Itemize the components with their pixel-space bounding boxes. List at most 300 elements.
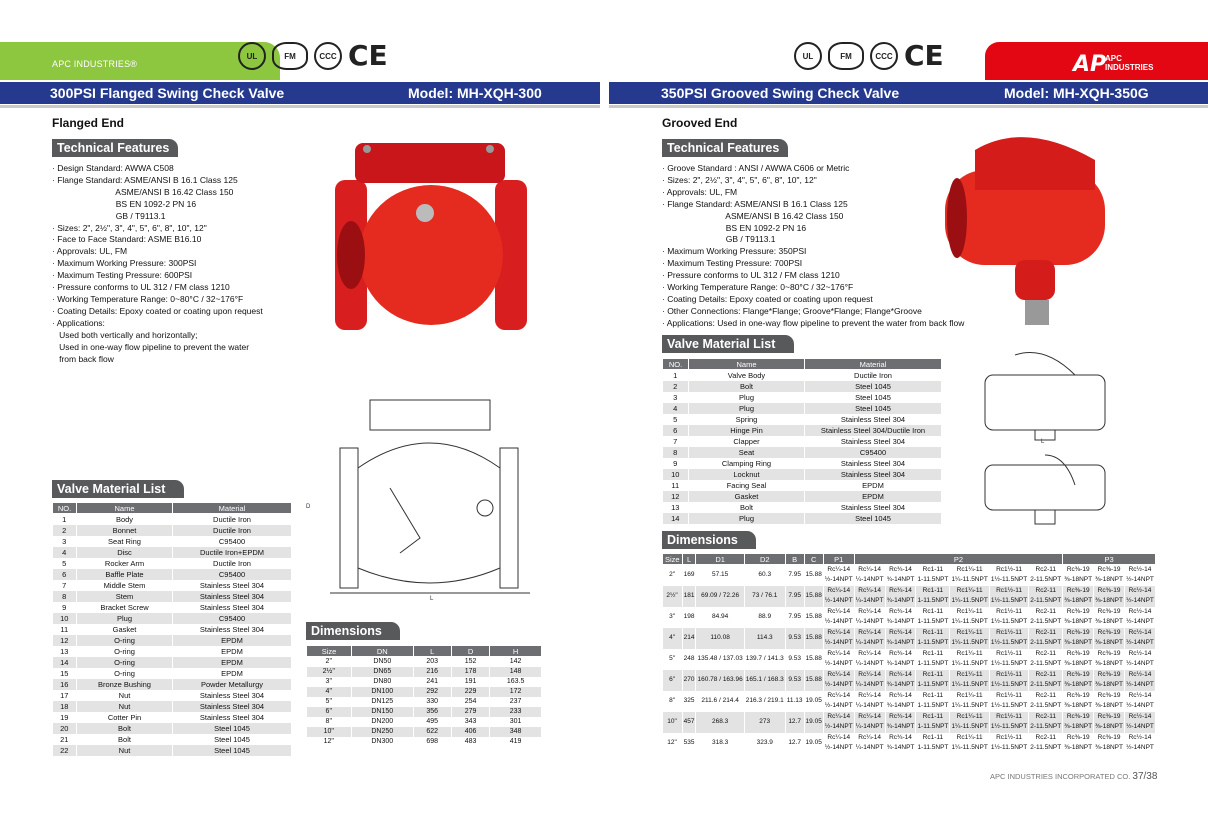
thread-cell: Rc¼-14 ½-14NPT <box>823 565 854 586</box>
table-cell: Stainless Steel 304 <box>173 591 292 602</box>
table-cell: C95400 <box>173 569 292 580</box>
table-cell: 7.95 <box>785 607 804 628</box>
table-cell: 12" <box>307 737 352 747</box>
table-cell: Steel 1045 <box>173 723 292 734</box>
table-cell: EPDM <box>805 480 942 491</box>
table-cell: Cotter Pin <box>77 712 173 723</box>
table-cell: 254 <box>451 697 489 707</box>
table-row <box>663 649 1156 670</box>
table-cell: 330 <box>413 697 451 707</box>
thread-cell: Rc2-11 2-11.5NPT <box>1029 733 1063 754</box>
table-row <box>663 513 942 524</box>
table-cell: Hinge Pin <box>689 425 805 436</box>
table-cell: 7.95 <box>785 565 804 586</box>
right-product-title: 350PSI Grooved Swing Check Valve <box>661 85 900 101</box>
table-cell: 22 <box>53 745 77 756</box>
left-title-bar <box>0 82 600 104</box>
thread-cell: Rc1¼-11 1¼-11.5NPT <box>950 607 989 628</box>
table-cell: 19.05 <box>804 712 823 733</box>
svg-text:D: D <box>306 504 311 510</box>
table-cell: 11.13 <box>785 691 804 712</box>
table-cell: 6" <box>307 707 352 717</box>
table-cell: 88.9 <box>744 607 785 628</box>
table-cell: Nut <box>77 701 173 712</box>
table-cell: 19.05 <box>804 691 823 712</box>
table-cell: DN150 <box>352 707 414 717</box>
table-cell: 3" <box>663 607 683 628</box>
table-cell: 15 <box>53 668 77 679</box>
table-row <box>53 613 292 624</box>
table-cell: 4 <box>53 547 77 558</box>
table-cell: 9.53 <box>785 670 804 691</box>
table-row <box>307 687 542 697</box>
table-cell: 535 <box>682 733 696 754</box>
table-cell: 15.88 <box>804 628 823 649</box>
table-row <box>663 565 1156 586</box>
table-cell: 1 <box>663 370 689 381</box>
table-cell: 110.08 <box>696 628 744 649</box>
thread-cell: Rc⅜-19 ⅜-18NPT <box>1063 649 1094 670</box>
table-cell: 2" <box>307 657 352 668</box>
thread-cell: Rc2-11 2-11.5NPT <box>1029 649 1063 670</box>
table-cell: Bonnet <box>77 525 173 536</box>
table-cell: Baffle Plate <box>77 569 173 580</box>
thread-cell: Rc1½-11 1½-11.5NPT <box>989 691 1028 712</box>
thread-cell: Rc1-11 1-11.5NPT <box>916 607 950 628</box>
table-row <box>53 701 292 712</box>
table-cell: 8" <box>307 717 352 727</box>
thread-cell: Rc1¼-11 1¼-11.5NPT <box>950 691 989 712</box>
table-cell: Ductile Iron <box>173 525 292 536</box>
thread-cell: Rc½-14 ½-14NPT <box>1124 712 1155 733</box>
thread-cell: Rc¼-14 ¼-14NPT <box>854 628 885 649</box>
thread-cell: Rc1-11 1-11.5NPT <box>916 670 950 691</box>
table-row <box>663 712 1156 733</box>
table-cell: 12.7 <box>785 733 804 754</box>
table-cell: 457 <box>682 712 696 733</box>
thread-cell: Rc¾-14 ¾-14NPT <box>885 607 916 628</box>
table-cell: Ductile Iron <box>805 370 942 381</box>
table-cell: 216 <box>413 667 451 677</box>
ce-mark-icon: CE <box>348 39 388 72</box>
table-cell: 268.3 <box>696 712 744 733</box>
table-cell: 16 <box>53 679 77 690</box>
grooved-valve-photo <box>945 130 1110 330</box>
svg-text:L: L <box>430 596 434 602</box>
table-cell: Plug <box>689 513 805 524</box>
table-cell: 15.88 <box>804 607 823 628</box>
right-features-list: · Groove Standard : ANSI / AWWA C606 or Metric · Sizes: 2", 2½", 3", 4", 5", 6", 8", 10", 12" · Approvals: UL, FM · Flange Standard: ASME/ANSI B 16.1 Class 125 ASME/ANSI B 16.42 Class 150 BS EN 1092-2 PN 16 GB / T9113.1 · Maximum Working Pressure: 350PSI · Maximum Testing Pressure: 700PSI · Pressure conforms to UL 312 / FM class 1210 · Working Temperature Range: 0~80°C / 32~176°F · Coating Details: Epoxy coated or coating upon request · Other Connections: Flange*Flange; Groove*Flange; Flange*Groove · Applications: Used in one-way flow pipeline to prevent the water from back flow <box>662 163 965 328</box>
table-cell: 139.7 / 141.3 <box>744 649 785 670</box>
table-row <box>53 536 292 547</box>
table-row <box>307 707 542 717</box>
thread-cell: Rc1¼-11 1¼-11.5NPT <box>950 565 989 586</box>
thread-cell: Rc¼-14 ¼-14NPT <box>854 670 885 691</box>
table-cell: 12 <box>53 635 77 646</box>
table-cell: Bolt <box>77 734 173 745</box>
table-cell: Stainless Steel 304 <box>805 502 942 513</box>
thread-cell: Rc2-11 2-11.5NPT <box>1029 586 1063 607</box>
table-cell: 178 <box>451 667 489 677</box>
table-cell: 3 <box>53 536 77 547</box>
table-cell: Stainless Steel 304 <box>173 690 292 701</box>
grooved-valve-drawing <box>955 345 1130 545</box>
thread-cell: Rc1½-11 1½-11.5NPT <box>989 628 1028 649</box>
thread-cell: Rc1-11 1-11.5NPT <box>916 649 950 670</box>
table-cell: 2" <box>663 565 683 586</box>
table-cell: 12.7 <box>785 712 804 733</box>
table-cell: Spring <box>689 414 805 425</box>
table-cell: Stainless Steel 304 <box>805 414 942 425</box>
right-features-header: Technical Features <box>662 139 788 157</box>
table-header-row: Size L D1 D2 B C P1 P2 P3 <box>663 554 1156 565</box>
thread-cell: Rc¾-14 ¾-14NPT <box>885 565 916 586</box>
table-cell: DN100 <box>352 687 414 697</box>
table-cell: DN200 <box>352 717 414 727</box>
thread-cell: Rc¾-14 ¾-14NPT <box>885 691 916 712</box>
table-cell: Steel 1045 <box>805 392 942 403</box>
table-cell: Middle Stem <box>77 580 173 591</box>
table-cell: Steel 1045 <box>805 403 942 414</box>
thread-cell: Rc¼-14 ½-14NPT <box>823 586 854 607</box>
table-cell: EPDM <box>173 668 292 679</box>
table-cell: 181 <box>682 586 696 607</box>
table-cell: 10" <box>307 727 352 737</box>
table-row <box>53 624 292 635</box>
table-row <box>307 727 542 737</box>
table-row <box>663 491 942 502</box>
col-name: Name <box>77 503 173 514</box>
ul-listed-icon: UL <box>794 42 822 70</box>
table-row <box>53 635 292 646</box>
table-cell: Facing Seal <box>689 480 805 491</box>
flanged-valve-drawing <box>300 378 540 603</box>
table-cell: Stainless Steel 304 <box>805 436 942 447</box>
thread-cell: Rc⅜-19 ⅜-18NPT <box>1063 586 1094 607</box>
table-cell: 15.88 <box>804 649 823 670</box>
table-cell: 406 <box>451 727 489 737</box>
table-cell: Ductile Iron <box>173 514 292 525</box>
table-cell: 2½" <box>663 586 683 607</box>
table-row <box>53 745 292 756</box>
left-dimensions-table <box>306 645 542 747</box>
table-cell: 19.05 <box>804 733 823 754</box>
thread-cell: Rc1-11 1-11.5NPT <box>916 586 950 607</box>
table-cell: 15.88 <box>804 670 823 691</box>
table-cell: C95400 <box>173 613 292 624</box>
thread-cell: Rc¾-14 ¾-14NPT <box>885 733 916 754</box>
table-cell: EPDM <box>173 635 292 646</box>
thread-cell: Rc2-11 2-11.5NPT <box>1029 628 1063 649</box>
table-row <box>53 690 292 701</box>
ce-mark-icon: CE <box>904 39 944 72</box>
table-cell: 7 <box>663 436 689 447</box>
table-cell: DN125 <box>352 697 414 707</box>
left-material-header: Valve Material List <box>52 480 184 498</box>
apc-logo-icon: AP <box>1073 52 1107 77</box>
table-row <box>663 381 942 392</box>
table-cell: Steel 1045 <box>805 381 942 392</box>
table-cell: Plug <box>77 613 173 624</box>
table-cell: 698 <box>413 737 451 747</box>
table-cell: 292 <box>413 687 451 697</box>
thread-cell: Rc⅜-19 ⅜-18NPT <box>1063 691 1094 712</box>
table-row <box>53 558 292 569</box>
table-cell: 495 <box>413 717 451 727</box>
table-cell: 343 <box>451 717 489 727</box>
table-row <box>663 480 942 491</box>
thread-cell: Rc2-11 2-11.5NPT <box>1029 607 1063 628</box>
table-row <box>53 602 292 613</box>
table-cell: 11 <box>53 624 77 635</box>
table-cell: EPDM <box>173 646 292 657</box>
table-cell: 8 <box>663 447 689 458</box>
right-material-table <box>662 358 942 524</box>
table-cell: Body <box>77 514 173 525</box>
table-cell: Stainless Steel 304 <box>173 602 292 613</box>
table-cell: 20 <box>53 723 77 734</box>
table-cell: Clapper <box>689 436 805 447</box>
table-row <box>663 370 942 381</box>
table-row <box>663 425 942 436</box>
table-cell: 279 <box>451 707 489 717</box>
table-cell: 12 <box>663 491 689 502</box>
fm-approved-icon: FM <box>272 42 308 70</box>
left-section-title: Flanged End <box>52 116 124 130</box>
thread-cell: Rc½-14 ½-14NPT <box>1124 628 1155 649</box>
table-cell: 7 <box>53 580 77 591</box>
table-cell: 13 <box>53 646 77 657</box>
table-cell: Ductile Iron+EPDM <box>173 547 292 558</box>
table-row <box>663 586 1156 607</box>
table-cell: 2 <box>53 525 77 536</box>
table-cell: Stainless Steel 304 <box>173 580 292 591</box>
table-row <box>663 607 1156 628</box>
thread-cell: Rc1¼-11 1¼-11.5NPT <box>950 586 989 607</box>
table-cell: 14 <box>663 513 689 524</box>
table-cell: Stainless Steel 304 <box>805 458 942 469</box>
table-row <box>53 514 292 525</box>
table-cell: 114.3 <box>744 628 785 649</box>
brand-logo-tab <box>985 42 1208 80</box>
thread-cell: Rc¼-14 ¼-14NPT <box>854 733 885 754</box>
thread-cell: Rc¼-14 ¼-14NPT <box>854 712 885 733</box>
table-cell: Bronze Bushing <box>77 679 173 690</box>
thread-cell: Rc¼-14 ¼-14NPT <box>854 565 885 586</box>
table-cell: 356 <box>413 707 451 717</box>
table-cell: 15.88 <box>804 586 823 607</box>
table-cell: Clamping Ring <box>689 458 805 469</box>
table-cell: 214 <box>682 628 696 649</box>
table-cell: 9 <box>663 458 689 469</box>
thread-cell: Rc⅜-19 ⅜-18NPT <box>1094 733 1125 754</box>
left-features-list: · Design Standard: AWWA C508 · Flange Standard: ASME/ANSI B 16.1 Class 125 ASME/ANSI B 16.42 Class 150 BS EN 1092-2 PN 16 GB / T9113.1 · Sizes: 2", 2½", 3", 4", 5", 6", 8", 10", 12" · Face to Face Standard: ASME B16.10 · Approvals: UL, FM · Maximum Working Pressure: 300PSI · Maximum Testing Pressure: 600PSI · Pressure conforms to UL 312 / FM class 1210 · Working Temperature Range: 0~80°C / 32~176°F · Coating Details: Epoxy coated or coating upon request · Applications: Used both vertically and horizontally; Used in one-way flow pipeline to prevent the water from back flow <box>52 163 263 364</box>
table-cell: 5" <box>307 697 352 707</box>
table-cell: 172 <box>490 687 542 697</box>
right-section-title: Grooved End <box>662 116 738 130</box>
thread-cell: Rc¼-14 ¼-14NPT <box>854 649 885 670</box>
thread-cell: Rc¼-14 ½-14NPT <box>823 628 854 649</box>
divider <box>609 105 1208 108</box>
right-model: Model: MH-XQH-350G <box>1004 85 1149 101</box>
right-dimensions-table <box>662 553 1156 754</box>
table-cell: 10 <box>53 613 77 624</box>
thread-cell: Rc¾-14 ¾-14NPT <box>885 628 916 649</box>
table-row <box>663 403 942 414</box>
table-cell: 1 <box>53 514 77 525</box>
table-cell: 211.6 / 214.4 <box>696 691 744 712</box>
thread-cell: Rc¼-14 ½-14NPT <box>823 607 854 628</box>
table-cell: O-ring <box>77 668 173 679</box>
thread-cell: Rc⅜-19 ⅜-18NPT <box>1094 670 1125 691</box>
table-row <box>53 525 292 536</box>
table-cell: 622 <box>413 727 451 737</box>
table-row <box>53 580 292 591</box>
table-cell: 229 <box>451 687 489 697</box>
table-cell: 14 <box>53 657 77 668</box>
table-row <box>663 469 942 480</box>
table-cell: 348 <box>490 727 542 737</box>
table-cell: 483 <box>451 737 489 747</box>
table-cell: 6 <box>663 425 689 436</box>
thread-cell: Rc2-11 2-11.5NPT <box>1029 670 1063 691</box>
table-cell: Gasket <box>77 624 173 635</box>
table-cell: 60.3 <box>744 565 785 586</box>
table-cell: 21 <box>53 734 77 745</box>
thread-cell: Rc⅜-19 ⅜-18NPT <box>1063 733 1094 754</box>
table-cell: Stainless Steel 304 <box>173 701 292 712</box>
table-row <box>663 392 942 403</box>
table-row <box>663 458 942 469</box>
table-cell: Stainless Steel 304 <box>805 469 942 480</box>
table-cell: 2½" <box>307 667 352 677</box>
thread-cell: Rc⅜-19 ⅜-18NPT <box>1063 712 1094 733</box>
table-cell: 165.1 / 168.3 <box>744 670 785 691</box>
table-cell: 4" <box>307 687 352 697</box>
thread-cell: Rc⅜-19 ⅜-18NPT <box>1094 628 1125 649</box>
table-cell: 13 <box>663 502 689 513</box>
table-cell: 17 <box>53 690 77 701</box>
table-cell: 9.53 <box>785 628 804 649</box>
left-material-table <box>52 502 292 756</box>
table-cell: DN50 <box>352 657 414 668</box>
table-cell: 57.15 <box>696 565 744 586</box>
thread-cell: Rc1¼-11 1¼-11.5NPT <box>950 733 989 754</box>
table-cell: Steel 1045 <box>173 745 292 756</box>
thread-cell: Rc2-11 2-11.5NPT <box>1029 691 1063 712</box>
table-cell: 270 <box>682 670 696 691</box>
thread-cell: Rc¼-14 ½-14NPT <box>823 670 854 691</box>
thread-cell: Rc1½-11 1½-11.5NPT <box>989 670 1028 691</box>
table-cell: 241 <box>413 677 451 687</box>
ul-listed-icon: UL <box>238 42 266 70</box>
flanged-valve-photo <box>325 135 535 345</box>
table-cell: 10" <box>663 712 683 733</box>
thread-cell: Rc¼-14 ¼-14NPT <box>854 691 885 712</box>
table-cell: 191 <box>451 677 489 687</box>
table-row <box>307 697 542 707</box>
table-row <box>53 734 292 745</box>
footer <box>990 771 1157 782</box>
table-cell: Rocker Arm <box>77 558 173 569</box>
ccc-icon: CCC <box>870 42 898 70</box>
table-cell: 233 <box>490 707 542 717</box>
thread-cell: Rc⅜-19 ⅜-18NPT <box>1094 607 1125 628</box>
ccc-icon: CCC <box>314 42 342 70</box>
table-cell: 73 / 76.1 <box>744 586 785 607</box>
table-row <box>307 737 542 747</box>
thread-cell: Rc1¼-11 1¼-11.5NPT <box>950 649 989 670</box>
thread-cell: Rc½-14 ½-14NPT <box>1124 586 1155 607</box>
thread-cell: Rc¾-14 ¾-14NPT <box>885 712 916 733</box>
col-no: NO. <box>53 503 77 514</box>
table-header-row: Size DN L D H <box>307 646 542 657</box>
thread-cell: Rc2-11 2-11.5NPT <box>1029 712 1063 733</box>
table-cell: Stainless Steel 304 <box>173 712 292 723</box>
thread-cell: Rc¼-14 ½-14NPT <box>823 691 854 712</box>
table-cell: Locknut <box>689 469 805 480</box>
table-header-row: NO. Name Material <box>663 359 942 370</box>
table-cell: 7.95 <box>785 586 804 607</box>
table-row <box>663 447 942 458</box>
table-row <box>663 733 1156 754</box>
table-cell: 11 <box>663 480 689 491</box>
right-material-header: Valve Material List <box>662 335 794 353</box>
left-dimensions-header: Dimensions <box>306 622 400 640</box>
table-cell: 142 <box>490 657 542 668</box>
table-cell: DN300 <box>352 737 414 747</box>
thread-cell: Rc½-14 ½-14NPT <box>1124 607 1155 628</box>
table-cell: 216.3 / 219.1 <box>744 691 785 712</box>
table-row <box>663 691 1156 712</box>
table-row <box>53 547 292 558</box>
table-cell: 8 <box>53 591 77 602</box>
thread-cell: Rc¼-14 ½-14NPT <box>823 712 854 733</box>
thread-cell: Rc⅜-19 ⅜-18NPT <box>1063 565 1094 586</box>
table-cell: 169 <box>682 565 696 586</box>
table-header-row <box>53 503 292 514</box>
thread-cell: Rc¾-14 ¾-14NPT <box>885 670 916 691</box>
table-cell: EPDM <box>805 491 942 502</box>
thread-cell: Rc¼-14 ¼-14NPT <box>854 586 885 607</box>
thread-cell: Rc¼-14 ¼-14NPT <box>854 607 885 628</box>
table-cell: O-ring <box>77 635 173 646</box>
table-cell: 12" <box>663 733 683 754</box>
right-dimensions-header: Dimensions <box>662 531 756 549</box>
table-cell: Bolt <box>689 502 805 513</box>
table-row <box>53 679 292 690</box>
table-cell: Nut <box>77 745 173 756</box>
col-material: Material <box>173 503 292 514</box>
table-cell: Plug <box>689 403 805 414</box>
svg-text:L: L <box>1041 439 1045 445</box>
table-cell: Nut <box>77 690 173 701</box>
table-cell: Stainless Steel 304 <box>173 624 292 635</box>
divider <box>0 105 600 108</box>
table-cell: 5 <box>663 414 689 425</box>
table-cell: 6 <box>53 569 77 580</box>
thread-cell: Rc½-14 ½-14NPT <box>1124 649 1155 670</box>
table-cell: 323.9 <box>744 733 785 754</box>
table-cell: Stem <box>77 591 173 602</box>
table-cell: Powder Metallurgy <box>173 679 292 690</box>
thread-cell: Rc⅜-19 ⅜-18NPT <box>1094 565 1125 586</box>
table-cell: Valve Body <box>689 370 805 381</box>
table-cell: O-ring <box>77 646 173 657</box>
cert-logos-left <box>238 39 388 72</box>
table-cell: 8" <box>663 691 683 712</box>
table-cell: Steel 1045 <box>805 513 942 524</box>
